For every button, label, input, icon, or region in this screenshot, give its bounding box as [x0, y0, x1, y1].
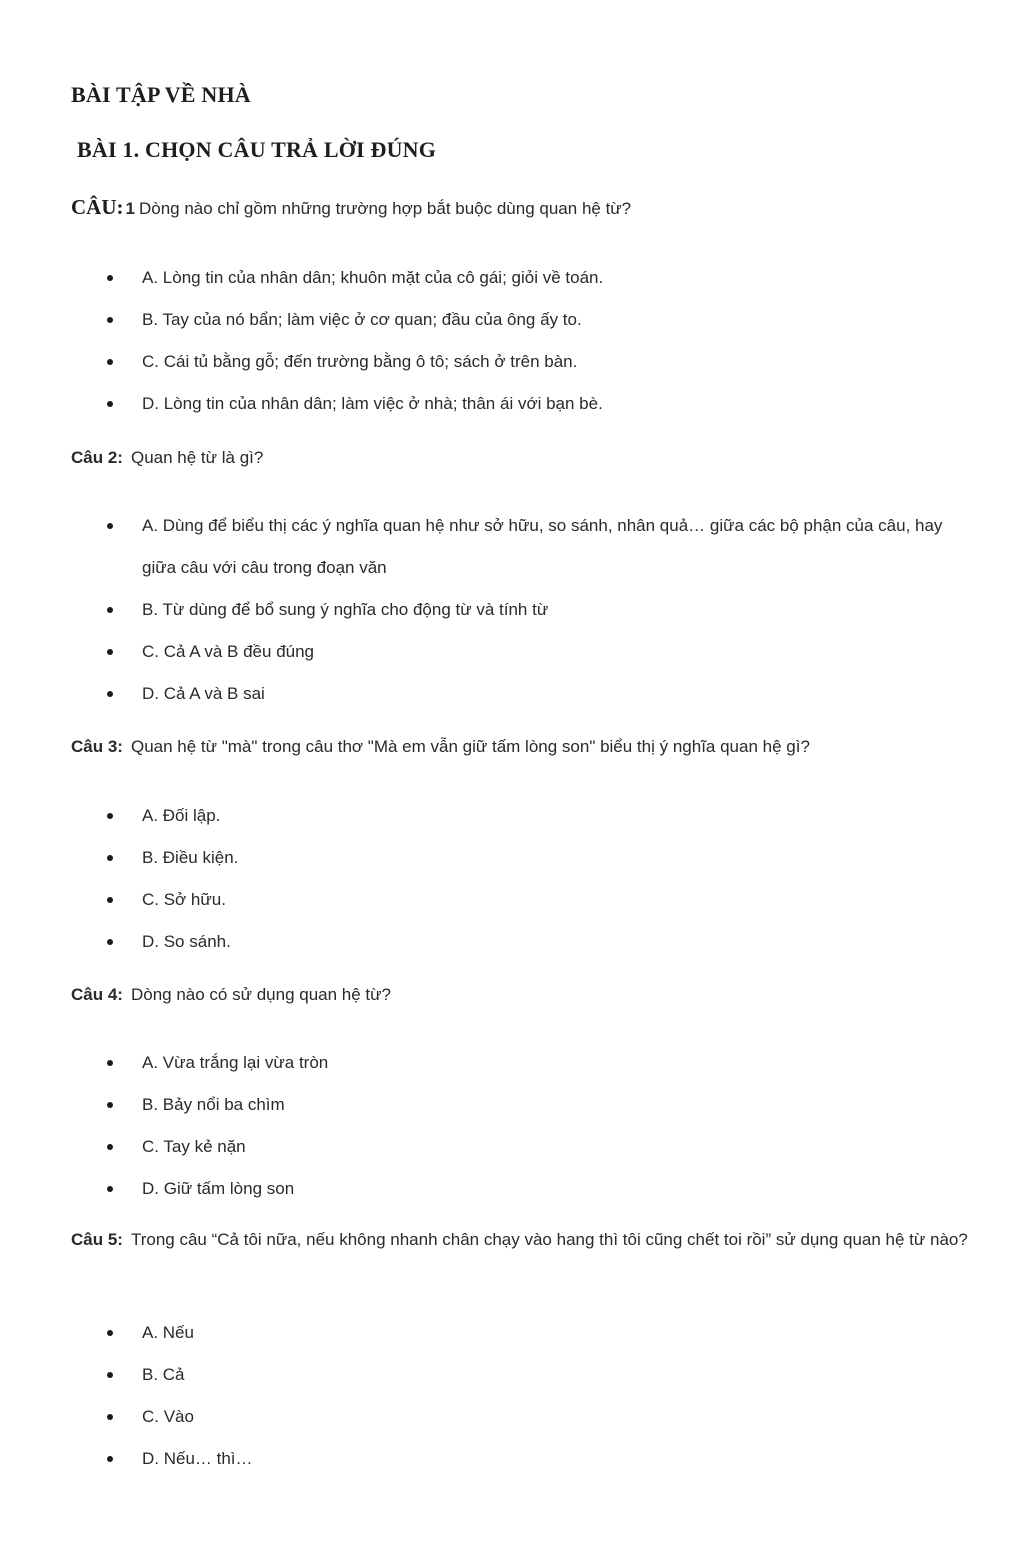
question-2	[71, 446, 976, 470]
question-3-options	[100, 795, 980, 963]
question-text: Dòng nào chỉ gồm những trường hợp bắt buộc dùng quan hệ từ?	[138, 199, 632, 218]
option-text: B. Từ dùng để bổ sung ý nghĩa cho động từ và tính từ	[142, 600, 549, 619]
option-item	[100, 299, 980, 341]
bullet-icon	[107, 1414, 113, 1420]
option-text: D. Nếu… thì…	[142, 1449, 253, 1468]
option-item	[100, 837, 980, 879]
option-item	[100, 921, 980, 963]
bullet-icon	[107, 317, 113, 323]
question-label: Câu 4:	[71, 985, 123, 1004]
option-item	[100, 505, 980, 589]
option-item	[100, 589, 980, 631]
bullet-icon	[107, 1372, 113, 1378]
option-item	[100, 341, 980, 383]
option-text: A. Dùng để biểu thị các ý nghĩa quan hệ như sở hữu, so sánh, nhân quả… giữa các bộ phận của câu, hay giữa câu với câu trong đoạn văn	[142, 516, 943, 577]
bullet-icon	[107, 691, 113, 697]
option-item	[100, 1126, 980, 1168]
option-text: D. So sánh.	[142, 932, 231, 951]
option-text: B. Cả	[142, 1365, 185, 1384]
question-2-options	[100, 505, 980, 715]
bullet-icon	[107, 1456, 113, 1462]
question-text: Trong câu “Cả tôi nữa, nếu không nhanh chân chạy vào hang thì tôi cũng chết toi rồi” sử dụng quan hệ từ nào?	[130, 1230, 968, 1249]
question-5	[71, 1228, 976, 1252]
bullet-icon	[107, 813, 113, 819]
question-3	[71, 735, 976, 759]
option-item	[100, 673, 980, 715]
bullet-icon	[107, 1102, 113, 1108]
question-label: Câu 3:	[71, 737, 123, 756]
option-item	[100, 1042, 980, 1084]
option-text: C. Cái tủ bằng gỗ; đến trường bằng ô tô; sách ở trên bàn.	[142, 352, 578, 371]
question-1-options	[100, 257, 980, 425]
option-item	[100, 1168, 980, 1210]
question-text: Quan hệ từ là gì?	[130, 448, 264, 467]
bullet-icon	[107, 897, 113, 903]
bullet-icon	[107, 1060, 113, 1066]
bullet-icon	[107, 1186, 113, 1192]
section-title: BÀI 1. CHỌN CÂU TRẢ LỜI ĐÚNG	[77, 137, 437, 162]
bullet-icon	[107, 855, 113, 861]
question-text: Quan hệ từ "mà" trong câu thơ "Mà em vẫn giữ tấm lòng son" biểu thị ý nghĩa quan hệ gì?	[130, 737, 810, 756]
question-label: Câu 2:	[71, 448, 123, 467]
bullet-icon	[107, 939, 113, 945]
option-item	[100, 257, 980, 299]
option-text: C. Tay kẻ nặn	[142, 1137, 246, 1156]
bullet-icon	[107, 649, 113, 655]
question-label: CÂU:	[71, 195, 124, 219]
option-text: A. Đối lập.	[142, 806, 221, 825]
option-item	[100, 879, 980, 921]
document-title: BÀI TẬP VỀ NHÀ	[71, 82, 251, 107]
question-text: Dòng nào có sử dụng quan hệ từ?	[130, 985, 391, 1004]
question-1	[71, 195, 976, 221]
option-item	[100, 1438, 980, 1480]
option-text: D. Cả A và B sai	[142, 684, 265, 703]
bullet-icon	[107, 607, 113, 613]
option-text: B. Điều kiện.	[142, 848, 239, 867]
option-item	[100, 795, 980, 837]
option-text: D. Giữ tấm lòng son	[142, 1179, 295, 1198]
bullet-icon	[107, 401, 113, 407]
option-text: D. Lòng tin của nhân dân; làm việc ở nhà; thân ái với bạn bè.	[142, 394, 603, 413]
option-text: C. Vào	[142, 1407, 194, 1426]
option-text: A. Nếu	[142, 1323, 194, 1342]
option-item	[100, 1312, 980, 1354]
question-5-options	[100, 1312, 980, 1480]
question-number: 1	[125, 199, 135, 218]
option-text: A. Lòng tin của nhân dân; khuôn mặt của cô gái; giỏi về toán.	[142, 268, 604, 287]
option-item	[100, 631, 980, 673]
bullet-icon	[107, 523, 113, 529]
option-item	[100, 383, 980, 425]
bullet-icon	[107, 1330, 113, 1336]
option-text: C. Cả A và B đều đúng	[142, 642, 315, 661]
question-label: Câu 5:	[71, 1230, 123, 1249]
bullet-icon	[107, 275, 113, 281]
question-4	[71, 983, 976, 1007]
bullet-icon	[107, 1144, 113, 1150]
option-item	[100, 1396, 980, 1438]
option-item	[100, 1084, 980, 1126]
option-text: B. Bảy nổi ba chìm	[142, 1095, 285, 1114]
option-text: B. Tay của nó bẩn; làm việc ở cơ quan; đầu của ông ấy to.	[142, 310, 582, 329]
option-item	[100, 1354, 980, 1396]
bullet-icon	[107, 359, 113, 365]
option-text: C. Sở hữu.	[142, 890, 226, 909]
option-text: A. Vừa trắng lại vừa tròn	[142, 1053, 329, 1072]
question-4-options	[100, 1042, 980, 1210]
